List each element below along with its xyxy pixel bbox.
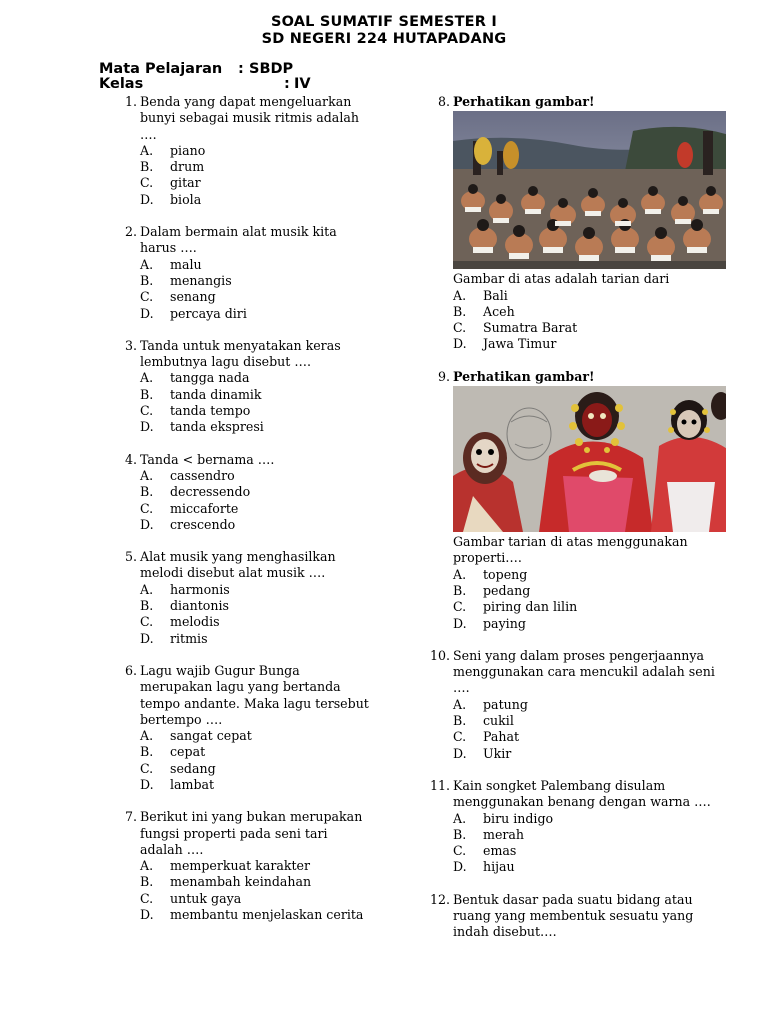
option-letter: D.: [140, 907, 154, 923]
option-letter: D.: [453, 615, 467, 631]
option-letter: A.: [140, 256, 154, 272]
option-letter: B.: [453, 826, 467, 842]
class-separator: :: [284, 76, 290, 92]
option-text: tanda dinamik: [170, 386, 262, 402]
option-text: diantonis: [170, 598, 229, 614]
option-a: [140, 582, 373, 598]
option-text: senang: [170, 289, 216, 305]
document-header: [0, 14, 768, 48]
option-b: [453, 583, 726, 599]
option-text: cassendro: [170, 467, 235, 483]
option-b: [453, 713, 726, 729]
question-12: [426, 892, 726, 941]
question-10: [426, 648, 726, 762]
option-letter: C.: [140, 289, 154, 305]
option-letter: B.: [140, 744, 154, 760]
option-text: topeng: [483, 566, 528, 582]
option-letter: D.: [140, 305, 154, 321]
option-text: Aceh: [483, 303, 515, 319]
option-d: [453, 616, 726, 632]
option-c: [140, 501, 373, 517]
option-text: Ukir: [483, 745, 512, 761]
kecak-dance-photo: [453, 111, 726, 269]
questions-left-column: [113, 94, 373, 939]
option-letter: B.: [140, 598, 154, 614]
mask-dance-painting: [453, 386, 726, 532]
option-text: sedang: [170, 760, 216, 776]
option-letter: D.: [140, 776, 154, 792]
option-letter: D.: [140, 191, 154, 207]
option-text: miccaforte: [170, 500, 239, 516]
option-a: [453, 697, 726, 713]
question-number: 12.: [429, 891, 450, 907]
option-d: [140, 907, 373, 923]
option-letter: B.: [453, 303, 467, 319]
option-letter: C.: [140, 890, 154, 906]
question-number: 3.: [124, 337, 137, 353]
option-b: [140, 273, 373, 289]
option-letter: B.: [453, 713, 467, 729]
option-c: [140, 175, 373, 191]
question-number: 8.: [437, 94, 450, 109]
option-text: membantu menjelaskan cerita: [170, 907, 364, 923]
option-letter: A.: [140, 467, 154, 483]
option-letter: D.: [140, 516, 154, 532]
question-11: [426, 778, 726, 876]
option-text: merah: [483, 826, 525, 842]
option-text: cepat: [170, 744, 206, 760]
option-text: lambat: [170, 776, 215, 792]
option-c: [140, 891, 373, 907]
option-text: emas: [483, 843, 517, 859]
option-text: Sumatra Barat: [483, 320, 578, 336]
class-label: Kelas: [99, 76, 144, 92]
option-c: [140, 403, 373, 419]
mask-dance-painting-frame: [453, 386, 726, 532]
header-title: SOAL SUMATIF SEMESTER I: [270, 14, 497, 30]
option-text: hijau: [483, 859, 515, 875]
option-d: [140, 306, 373, 322]
option-text: harmonis: [170, 581, 230, 597]
option-text: piring dan lilin: [483, 599, 578, 615]
option-b: [140, 387, 373, 403]
option-d: [140, 777, 373, 793]
option-a: [453, 811, 726, 827]
option-a: [453, 567, 726, 583]
question-9: [426, 369, 726, 632]
option-a: [140, 468, 373, 484]
option-text: sangat cepat: [170, 728, 252, 744]
option-text: paying: [483, 615, 526, 631]
option-text: patung: [483, 696, 528, 712]
question-4: [113, 452, 373, 533]
option-b: [140, 874, 373, 890]
question-text: Bentuk dasar pada suatu bidang atau ruang yang membentuk sesuatu yang indah disebut….: [453, 891, 694, 940]
option-letter: B.: [453, 582, 467, 598]
option-text: biola: [170, 191, 202, 207]
option-text: pedang: [483, 582, 531, 598]
option-text: ritmis: [170, 630, 208, 646]
subject-separator: :: [238, 61, 244, 77]
option-d: [453, 746, 726, 762]
subject-label: Mata Pelajaran: [99, 61, 223, 77]
subject-value: SBDP: [249, 61, 294, 77]
question-text: Kain songket Palembang disulam menggunakan benang dengan warna ….: [453, 777, 711, 810]
kecak-dance-photo-frame: [453, 111, 726, 269]
option-text: biru indigo: [483, 810, 554, 826]
option-letter: C.: [140, 403, 154, 419]
option-d: [453, 336, 726, 352]
question-8: [426, 94, 726, 353]
questions-right-column: [426, 94, 726, 957]
option-a: [453, 288, 726, 304]
option-c: [140, 761, 373, 777]
option-c: [453, 320, 726, 336]
option-letter: B.: [140, 874, 154, 890]
option-letter: A.: [453, 287, 467, 303]
option-letter: B.: [140, 272, 154, 288]
option-text: tangga nada: [170, 370, 250, 386]
option-letter: A.: [140, 728, 154, 744]
option-a: [140, 257, 373, 273]
option-c: [453, 599, 726, 615]
option-letter: C.: [140, 175, 154, 191]
option-text: malu: [170, 256, 202, 272]
class-value: IV: [294, 76, 311, 92]
question-number: 7.: [124, 809, 137, 825]
question-number: 2.: [124, 224, 137, 240]
option-a: [140, 143, 373, 159]
option-a: [140, 370, 373, 386]
option-text: untuk gaya: [170, 890, 242, 906]
option-b: [140, 484, 373, 500]
question-text: Tanda untuk menyatakan keras lembutnya lagu disebut ….: [140, 337, 341, 370]
question-number: 4.: [124, 451, 137, 467]
option-a: [140, 728, 373, 744]
question-6: [113, 663, 373, 793]
question-text: Tanda < bernama ….: [140, 451, 275, 467]
option-b: [453, 827, 726, 843]
option-text: Bali: [483, 287, 508, 303]
option-letter: D.: [140, 630, 154, 646]
option-letter: C.: [140, 500, 154, 516]
option-text: piano: [170, 142, 206, 158]
question-text: Dalam bermain alat musik kita harus ….: [140, 224, 337, 256]
question-text: Perhatikan gambar!: [453, 368, 595, 384]
option-d: [140, 419, 373, 435]
option-text: menangis: [170, 272, 232, 288]
option-b: [140, 159, 373, 175]
option-text: melodis: [170, 614, 220, 630]
option-d: [140, 631, 373, 647]
question-caption: Gambar tarian di atas menggunakan properti….: [453, 534, 688, 566]
option-c: [453, 843, 726, 859]
option-text: crescendo: [170, 516, 236, 532]
question-number: 1.: [124, 94, 137, 109]
question-1: [113, 94, 373, 208]
option-letter: C.: [140, 614, 154, 630]
option-letter: D.: [453, 745, 467, 761]
question-2: [113, 224, 373, 322]
question-3: [113, 338, 373, 436]
option-d: [453, 859, 726, 875]
option-text: tanda ekspresi: [170, 419, 264, 435]
option-letter: C.: [140, 760, 154, 776]
question-number: 6.: [124, 662, 137, 678]
option-text: tanda tempo: [170, 403, 251, 419]
question-number: 11.: [429, 777, 450, 793]
option-letter: D.: [140, 419, 154, 435]
option-letter: A.: [453, 566, 467, 582]
question-number: 5.: [124, 549, 137, 565]
option-letter: A.: [140, 370, 154, 386]
option-letter: A.: [140, 581, 154, 597]
option-text: menambah keindahan: [170, 874, 312, 890]
option-b: [140, 744, 373, 760]
option-letter: B.: [140, 386, 154, 402]
option-text: cukil: [483, 713, 514, 729]
option-c: [140, 614, 373, 630]
option-letter: C.: [453, 843, 467, 859]
option-text: Pahat: [483, 729, 520, 745]
option-letter: D.: [453, 336, 467, 352]
option-d: [140, 517, 373, 533]
option-text: decressendo: [170, 484, 251, 500]
option-d: [140, 192, 373, 208]
option-letter: B.: [140, 484, 154, 500]
question-text: Seni yang dalam proses pengerjaannya menggunakan cara mencukil adalah seni ….: [453, 647, 715, 696]
option-text: memperkuat karakter: [170, 858, 311, 874]
option-letter: A.: [453, 810, 467, 826]
option-b: [453, 304, 726, 320]
option-letter: C.: [453, 320, 467, 336]
question-text: Benda yang dapat mengeluarkan bunyi sebagai musik ritmis adalah ….: [140, 94, 359, 142]
option-text: drum: [170, 159, 205, 175]
question-caption: Gambar di atas adalah tarian dari: [453, 271, 670, 287]
option-text: percaya diri: [170, 305, 247, 321]
option-letter: B.: [140, 159, 154, 175]
option-c: [140, 289, 373, 305]
question-text: Berikut ini yang bukan merupakan fungsi properti pada seni tari adalah ….: [140, 809, 363, 857]
header-school: SD NEGERI 224 HUTAPADANG: [261, 31, 507, 47]
question-number: 10.: [429, 647, 450, 663]
option-text: gitar: [170, 175, 201, 191]
question-text: Lagu wajib Gugur Bunga merupakan lagu yang bertanda tempo andante. Maka lagu tersebut bertempo ….: [140, 662, 369, 727]
option-c: [453, 729, 726, 745]
option-text: Jawa Timur: [483, 336, 557, 352]
option-b: [140, 598, 373, 614]
question-text: Alat musik yang menghasilkan melodi disebut alat musik ….: [140, 549, 336, 581]
option-letter: C.: [453, 599, 467, 615]
option-letter: D.: [453, 859, 467, 875]
question-number: 9.: [437, 368, 450, 384]
option-letter: A.: [140, 858, 154, 874]
option-a: [140, 858, 373, 874]
option-letter: C.: [453, 729, 467, 745]
question-5: [113, 549, 373, 647]
option-letter: A.: [140, 142, 154, 158]
option-letter: A.: [453, 696, 467, 712]
question-text: Perhatikan gambar!: [453, 94, 595, 109]
question-7: [113, 809, 373, 923]
